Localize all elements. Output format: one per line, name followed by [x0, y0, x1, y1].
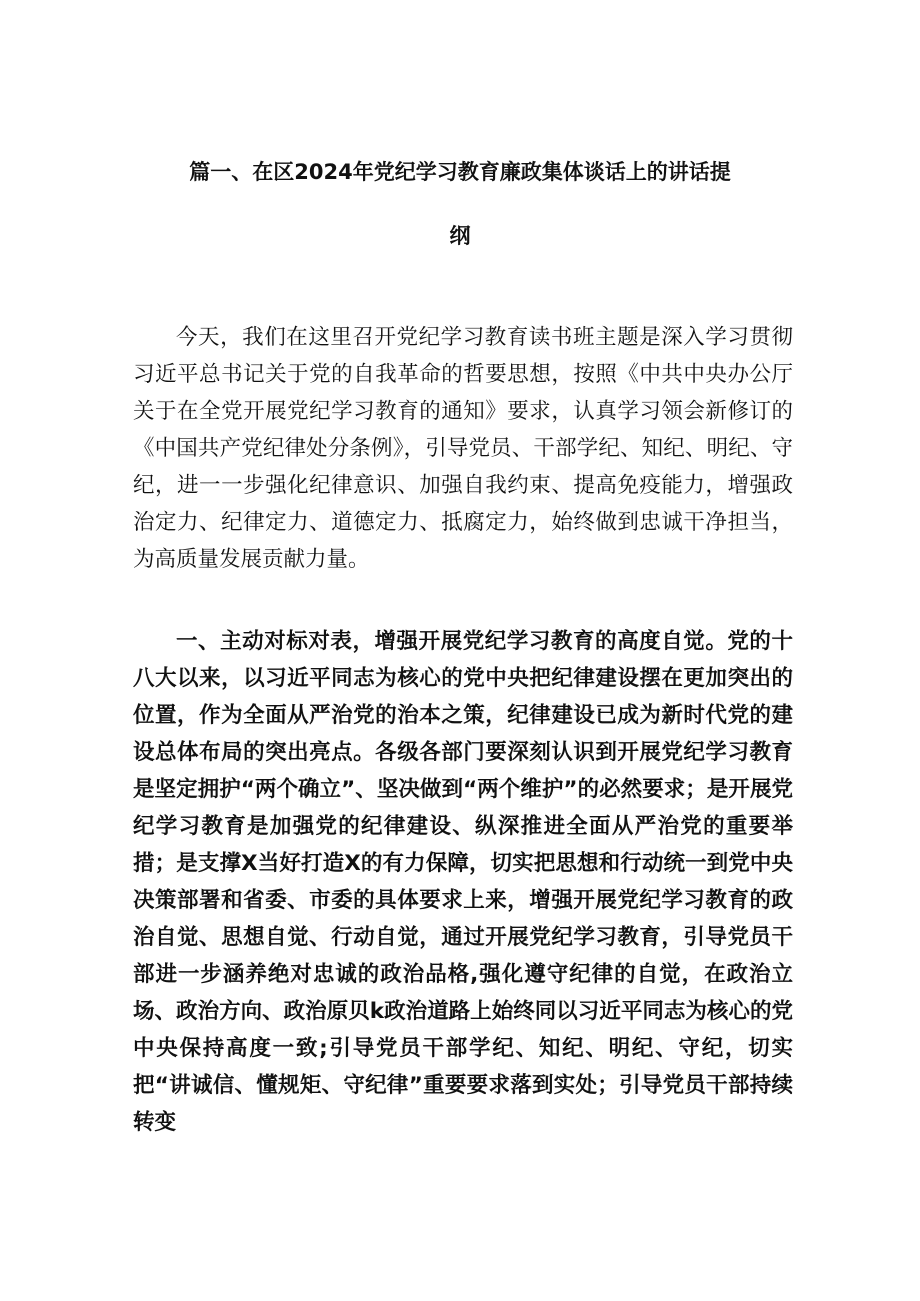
document-title-line-2: 纲: [449, 224, 471, 248]
paragraph-section-one: 一、主动对标对表，增强开展党纪学习教育的高度自觉。党的十八大以来，以习近平同志为核心的党中央把纪律建设摆在更加突出的位置，作为全面从严治党的治本之策，纪律建设已成为新时代党的建设总体布局的突出亮点。各级各部门要深刻认识到开展党纪学习教育是坚定拥护“两个确立”、坚决做到“两个维护”的必然要求；是开展党纪学习教育是加强党的纪律建设、纵深推进全面从严治党的重要举措；是支撑X当好打造X的有力保障，切实把思想和行动统一到党中央决策部署和省委、市委的具体要求上来，增强开展党纪学习教育的政治自觉、思想自觉、行动自觉，通过开展党纪学习教育，引导党员干部进一步涵养绝对忠诚的政治品格,强化遵守纪律的自觉，在政治立场、政治方向、政治原贝k政治道路上始终同以习近平同志为核心的党中央保持高度一致;引导党员干部学纪、知纪、明纪、守纪，切实把“讲诚信、懂规矩、守纪律”重要要求落到实处；引导党员干部持续转变: [133, 629, 793, 1135]
paragraph-intro: 今天，我们在这里召开党纪学习教育读书班主题是深入学习贯彻习近平总书记关于党的自我革命的哲要思想，按照《中共中央办公厅关于在全党开展党纪学习教育的通知》要求，认真学习领会新修订的《中国共产党纪律处分条例》，引导党员、干部学纪、知纪、明纪、守纪，进一一步强化纪律意识、加强自我约束、提高免疫能力，增强政治定力、纪律定力、道德定力、抵腐定力，始终做到忠诚干净担当，为高质量发展贡献力量。: [133, 325, 793, 572]
document-title-line-1: 篇一、在区2024年党纪学习教育廉政集体谈话上的讲话提: [189, 160, 731, 184]
